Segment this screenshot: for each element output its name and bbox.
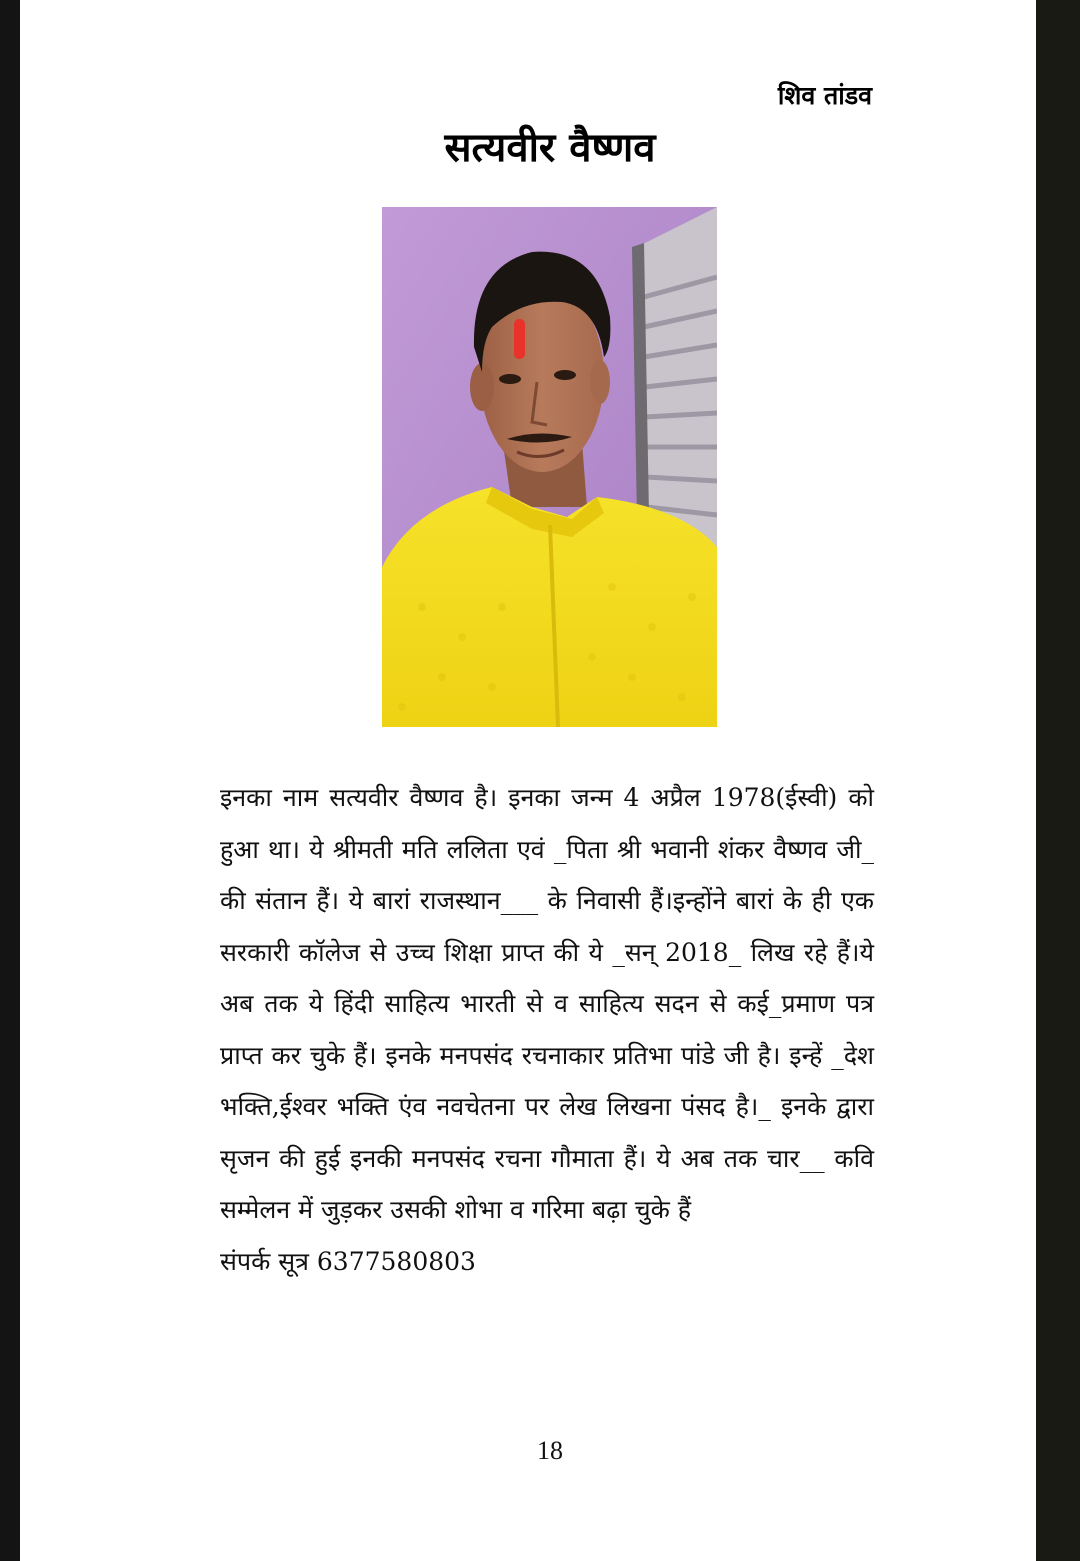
book-page [20,0,1036,1561]
bio-paragraph: इनका नाम सत्यवीर वैष्णव है। इनका जन्म 4 अप्रैल 1978(ईस्वी) को हुआ था। ये श्रीमती मति ललिता एवं _पिता श्री भवानी शंकर वैष्णव जी_ की संतान हैं। ये बारां राजस्थान___ के निवासी हैं।इन्होंने बारां के ही एक सरकारी कॉलेज से उच्च शिक्षा प्राप्त की ये _सन् 2018_ लिख रहे हैं।ये अब तक ये हिंदी साहित्य भारती से व साहित्य सदन से कई_प्रमाण पत्र प्राप्त कर चुके हैं। इनके मनपसंद रचनाकार प्रतिभा पांडे जी है। इन्हें _देश भक्ति,ईश्वर भक्ति एंव नवचेतना पर लेख लिखना पंसद है।_ इनके द्वारा सृजन की हुई इनकी मनपसंद रचना गौमाता हैं। ये अब तक चार__ कवि सम्मेलन में जुड़कर उसकी शोभा व गरिमा बढ़ा चुके हैं [220,783,874,1224]
running-head: शिव तांडव [777,81,872,110]
viewer-edge [1036,0,1080,1561]
contact-info: संपर्क सूत्र 6377580803 [220,1246,476,1276]
author-portrait-icon [382,207,717,727]
author-bio [220,772,874,1287]
page-title: सत्यवीर वैष्णव [444,124,656,171]
page-number: 18 [537,1436,563,1465]
